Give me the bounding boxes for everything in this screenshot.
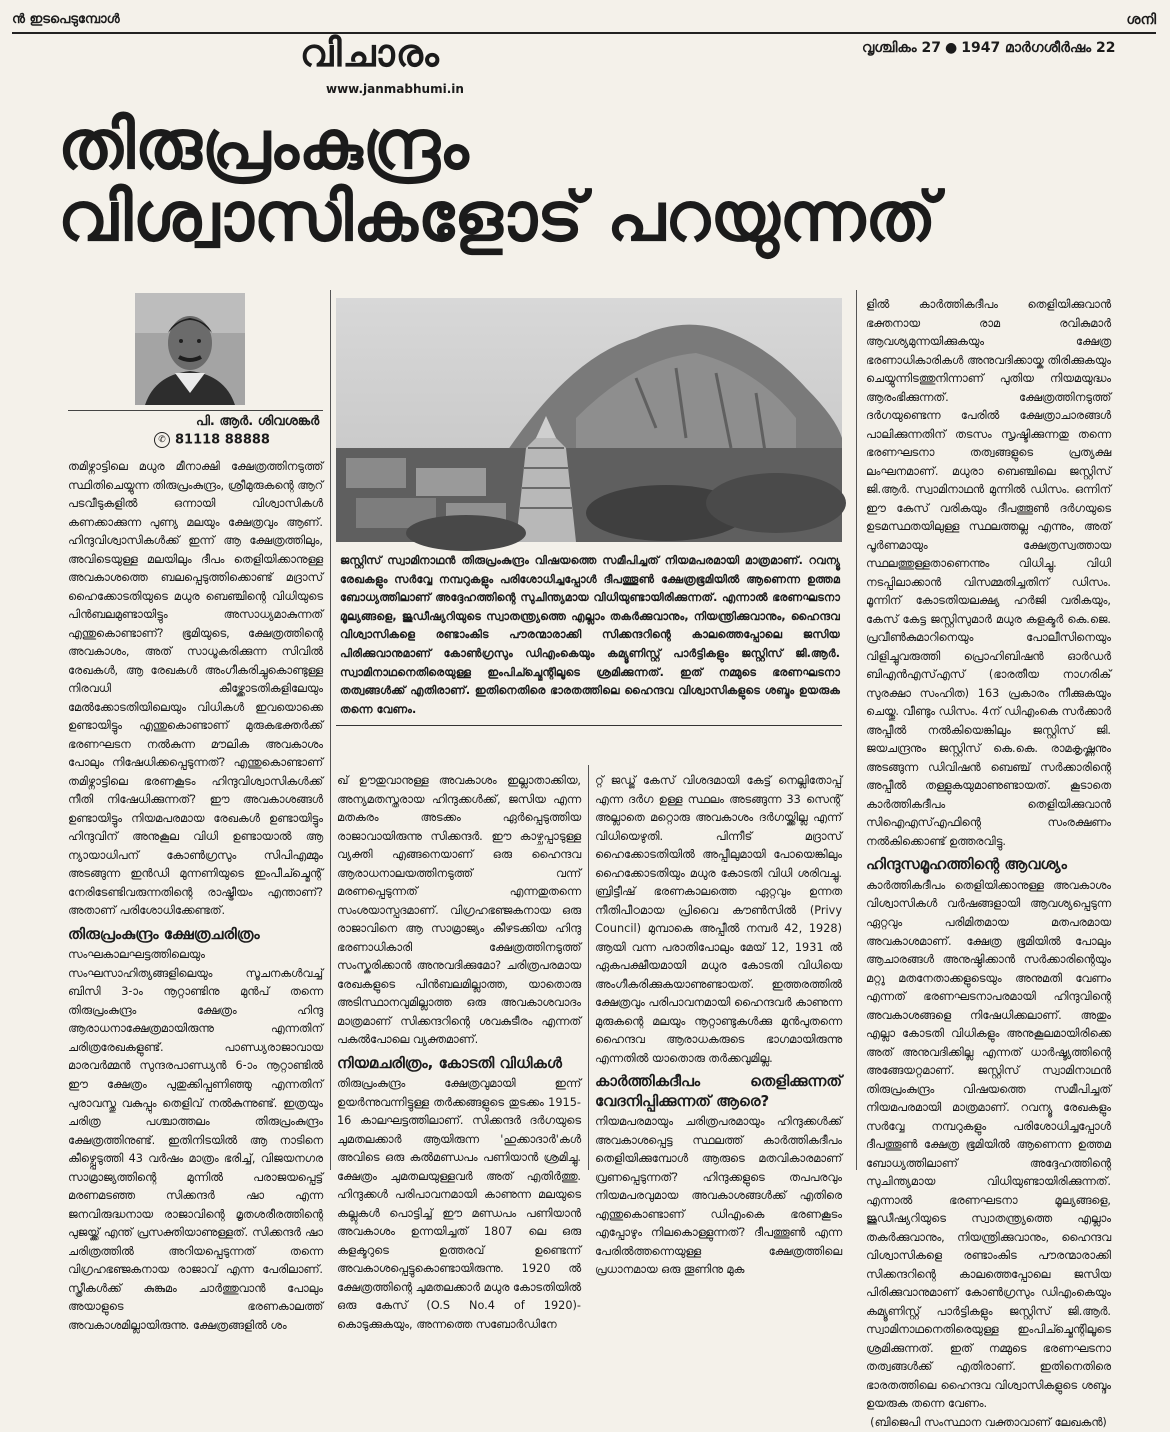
col2-body1: ഖ് ഊതുവാനുള്ള അവകാശം ഇല്ലാതാക്കിയ, അന്യമതസ്തരായ ഹിന്ദുക്കൾക്ക്, ജസിയ എന്ന മതകരം അടക്കം ഏർപ്പെടുത്തിയ രാജാവായിരുന്നു സിക്കന്ദർ. ഈ കാഴ്ചപ്പാടുള്ള വ്യക്തി എങ്ങനെയാണ് ഒരു ഹൈന്ദവ ആരാധനാലയത്തിനടുത്ത് വന്ന് മരണപ്പെടുന്നത് എന്നതുതന്നെ സംശയാസ്പദമാണ്. വിഗ്രഹഭഞ്ജകനായ ഒരു രാജാവിനെ ആ സാമ്രാജ്യം കീഴടക്കിയ ഹിന്ദു ഭരണാധികാരി ക്ഷേത്രത്തിനടുത്ത് സംസ്കരിക്കാൻ അനുവദിക്കുമോ? ചരിത്രപരമായ രേഖകളുടെ പിൻബലമില്ലാത്ത, യാതൊരു അടിസ്ഥാനവുമില്ലാത്ത ഒരു അവകാശവാദം മാത്രമാണ് സിക്കന്ദറിന്റെ ശവകുടീരം എന്നത് പകൽപോലെ വ്യക്തമാണ്.	[337, 774, 581, 1047]
col3-body1: റ്റ് ജഡ്ജ് കേസ് വിശദമായി കേട്ട് നെല്ലിതോപ്പ് എന്ന ദർഗ ഉള്ള സ്ഥലം അടങ്ങുന്ന 33 സെന്റ് അല്ലാതെ മറ്റൊരു അവകാശം ദർഗയ്ക്കില്ല എന്ന് വിധിയെഴുതി. പിന്നീട് മദ്രാസ് ഹൈക്കോടതിയിൽ അപ്പീലുമായി പോയെങ്കിലും ഹൈക്കോടതിയും മധുര കോടതി വിധി ശരിവച്ചു. ബ്രിട്ടീഷ് ഭരണകാലത്തെ ഏറ്റവും ഉന്നത നീതിപീഠമായ പ്രിവൈ കൗൺസിൽ (Privy Council) മുമ്പാകെ അപ്പീൽ നമ്പർ 42, 1928) ആയി വന്ന പരാതിപോലും മേയ് 12, 1931 ൽ ഏകപക്ഷീയമായി മധുര കോടതി വിധിയെ അംഗീകരിക്കുകയാണുണ്ടായത്. ഇത്തരത്തിൽ ക്ഷേത്രവും പരിപാവനമായി ഹൈന്ദവർ കാണുന്ന മുരുകന്റെ മലയും നൂറ്റാണ്ടുകൾക്കു മുൻപുതന്നെ ഹൈന്ദവ ആരാധകരുടെ ഭാഗമായിരുന്നു എന്നതിൽ യാതൊരു തർക്കവുമില്ല.	[595, 774, 842, 1065]
author-portrait-image	[135, 293, 245, 405]
author-phone	[154, 432, 270, 448]
date-saka: 1947 മാർഗശീർഷം 22	[961, 40, 1116, 56]
top-strip-left: ൻ ഇടപെടുമ്പോൾ	[12, 12, 120, 27]
column-rule-2	[588, 765, 589, 1170]
article-column-2	[337, 772, 581, 1334]
col1-subhead: തിരുപ്രംകുന്ദ്രം ക്ഷേത്രചരിത്രം	[68, 924, 260, 943]
author-phone-number: 81118 88888	[175, 432, 270, 448]
col4-byline-note: (ബിജെപി സംസ്ഥാന വക്താവാണ് ലേഖകൻ)	[870, 1415, 1107, 1429]
col3-body2: നിയമപരമായും ചരിത്രപരമായും ഹിന്ദുക്കൾക്ക് അവകാശപ്പെട്ട സ്ഥലത്ത് കാർത്തികദീപം തെളിയിക്കുമ്പോൾ ആരുടെ മതവികാരമാണ് വ്രണപ്പെടുന്നത്? ഹിന്ദുക്കളുടെ തപപരവും നിയമപരവുമായ അവകാശങ്ങൾക്ക് എതിരെ എന്തുകൊണ്ടാണ് ഡിഎംകെ ഭരണകൂടം എപ്പോഴും നിലകൊള്ളുന്നത്? ദീപത്തൂൺ എന്ന പേരിൽത്തന്നെയുള്ള ക്ഷേത്രത്തിലെ പ്രധാനമായ ഒരു തൂണിനു മുക	[595, 1115, 842, 1277]
col1-intro: തമിഴ്നാട്ടിലെ മധുര മീനാക്ഷി ക്ഷേത്രത്തിനടുത്ത് സ്ഥിതിചെയ്യുന്ന തിരുപ്രംകുന്ദ്രം, ശ്രീമുരുകന്റെ ആറ് പടവീടുകളിൽ ഒന്നായി വിശ്വാസികൾ കണക്കാക്കുന്ന പുണ്യ മലയും ക്ഷേത്രവും ആണ്. ഹിന്ദുവിശ്വാസികൾക്ക് ഇന്ന് ആ ക്ഷേത്രത്തിലും, അവിടെയുള്ള മലയിലും ദീപം തെളിയിക്കാനുള്ള അവകാശത്തെ ബലപ്പെടുത്തിക്കൊണ്ട് മദ്രാസ് ഹൈക്കോടതിയുടെ മധുര ബെഞ്ചിന്റെ വിധിയുടെ പിൻബലമുണ്ടായിട്ടും അസാധ്യമാകുന്നത് എന്തുകൊണ്ടാണ്? ഭൂമിയുടെ, ക്ഷേത്രത്തിന്റെ അവകാശം, അത് സാധൂകരിക്കുന്ന സിവിൽ രേഖകൾ, ആ രേഖകൾ അംഗീകരിച്ചുകൊണ്ടുള്ള നിരവധി കീഴ്ക്കോടതികളിലേയും മേൽക്കോടതിയിലെയും വിധികൾ ഇവയൊക്കെ ഉണ്ടായിട്ടും എന്തുകൊണ്ടാണ് മുരുകഭക്തർക്ക് ഭരണഘടന നൽകുന്ന മൗലിക അവകാശം പോലും നിഷേധിക്കപ്പെടുന്നത്? എന്തുകൊണ്ടാണ് തമിഴ്നാട്ടിലെ ഭരണകൂടം ഹിന്ദുവിശ്വാസികൾക്ക് നീതി നിഷേധിക്കുന്നത്? ഈ അവകാശങ്ങൾ ഉണ്ടായിട്ടും നിയമപരമായ രേഖകൾ ഉണ്ടായിട്ടും ഹിന്ദുവിന് അനുകൂല വിധി ഉണ്ടായാൽ ആ ന്യായാധിപന് കോൺഗ്രസും സിപിഎമ്മും അടങ്ങുന്ന ഇൻഡി മുന്നണിയുടെ ഇംപീച്ച്മെന്റ് നേരിടേണ്ടിവരുന്നതിന്റെ രാഷ്ട്രീയം എന്താണ്? അതാണ് പരിശോധിക്കേണ്ടത്.	[68, 460, 323, 918]
date-line	[862, 40, 1115, 56]
article-column-1	[68, 458, 323, 1335]
col2-subhead: നിയമചരിത്രം, കോടതി വിധികൾ	[337, 1053, 562, 1072]
column-rule-3	[856, 290, 857, 1170]
top-rule	[12, 32, 1156, 34]
headline-line-2: വിശ്വാസികളോട് പറയുന്നത്	[58, 178, 937, 258]
temple-hill-photo	[336, 298, 842, 542]
col4-body1: ളിൽ കാർത്തികദീപം തെളിയിക്കുവാൻ ഭക്തനായ രാമ രവികുമാർ ആവശ്യമുന്നയിക്കുകയും ക്ഷേത്ര ഭരണാധികാരികൾ അനുവദിക്കായ്ക തിരിക്കുകയും ചെയ്യുന്നിടത്തുനിന്നാണ് പുതിയ നിയമയുദ്ധം ആരംഭിക്കുന്നത്. ക്ഷേത്രത്തിനടുത്ത് ദർഗയുണ്ടെന്ന പേരിൽ ക്ഷേത്രാചാരങ്ങൾ പാലിക്കുന്നതിന് തടസം സൃഷ്ടിക്കുന്നതു തന്നെ ഭരണഘടനാ തത്വങ്ങളുടെ പ്രത്യക്ഷ ലംഘനമാണ്. മധുരാ ബെഞ്ചിലെ ജസ്റ്റിസ് ജി.ആർ. സ്വാമിനാഥൻ മുന്നിൽ ഡിസം. ഒന്നിന് ഈ കേസ് വരികയും ദീപത്തൂൺ ദർഗയുടെ ഉടമസ്ഥതയിലുള്ള സ്ഥലത്തല്ല എന്നും, അത് പൂർണമായും ക്ഷേത്രസ്വത്തായ സ്ഥലത്തുള്ളതാണെന്നും വിധിച്ചു. വിധി നടപ്പിലാക്കാൻ വിസമ്മതിച്ചതിന് ഡിസം. മൂന്നിന് കോടതിയലക്ഷ്യ ഹർജി വരികയും, കേസ് കേട്ട ജസ്റ്റിസുമാർ മധുര കളക്ടർ കെ.ജെ. പ്രവീൺകുമാറിനെയും പോലീസിനെയും വിളിച്ചുവരുത്തി പ്രൊഹിബിഷൻ ഓർഡർ ബിഎൻഎസ്എസ് (ഭാരതീയ നാഗരിക് സുരക്ഷാ സംഹിത) 163 പ്രകാരം നീക്കുകയും ചെയ്തു. വീണ്ടും ഡിസം. 4ന് ഡിഎംകെ സർക്കാർ അപ്പീൽ നൽകിയെങ്കിലും ജസ്റ്റിസ് ജി. ജയചന്ദ്രനും ജസ്റ്റിസ് കെ.കെ. രാമകൃഷ്ണനും അടങ്ങുന്ന ഡിവിഷൻ ബെഞ്ച് സർക്കാരിന്റെ അപ്പീൽ തള്ളുകയുമാണുണ്ടായത്. കൂടാതെ കാർത്തികദീപം തെളിയിക്കുവാൻ സിഐഎസ്എഫിന്റെ സംരക്ഷണം നൽകിക്കൊണ്ട് ഉത്തരവിട്ടു.	[866, 298, 1111, 848]
website-url: www.janmabhumi.in	[326, 82, 464, 96]
date-malayalam: വൃശ്ചികം 27	[862, 40, 941, 56]
photo-caption-pullquote: ജസ്റ്റിസ് സ്വാമിനാഥൻ തിരുപ്രംകുന്ദ്രം വിഷയത്തെ സമീപിച്ചത് നിയമപരമായി മാത്രമാണ്. റവന്യൂ രേഖകളും സർവ്വേ നമ്പറുകളും പരിശോധിച്ചപ്പോൾ ദീപത്തൂൺ ക്ഷേത്രഭൂമിയിൽ ആണെന്ന ഉത്തമ ബോധ്യത്തിലാണ് അദ്ദേഹത്തിന്റെ സുചിന്ത്യമായ വിധിയുണ്ടായിരിക്കുന്നത്. എന്നാൽ ഭരണഘടനാ മൂല്യങ്ങളെ, ജുഡീഷ്യറിയുടെ സ്വാതന്ത്ര്യത്തെ എല്ലാം തകർക്കുവാനും, നിയന്ത്രിക്കുവാനും, ഹൈന്ദവ വിശ്വാസികളെ രണ്ടാംകിട പൗരന്മാരാക്കി സിക്കന്ദറിന്റെ കാലത്തെപ്പോലെ ജസിയ പിരിക്കുവാനുമാണ് കോൺഗ്രസും ഡിഎംകെയും കമ്യൂണിസ്റ്റ് പാർട്ടികളും ജസ്റ്റിസ് ജി.ആർ. സ്വാമിനാഥനെതിരെയുള്ള ഇംപിച്ച്മെന്റിലൂടെ ശ്രമിക്കുന്നത്. ഇത് നമ്മുടെ ഭരണഘടനാ തത്വങ്ങൾക്ക് എതിരാണ്. ഇതിനെതിരെ ഭാരതത്തിലെ ഹൈന്ദവ വിശ്വാസികളുടെ ശബ്ദം ഉയരുക തന്നെ വേണം.	[340, 554, 840, 716]
col4-subhead: ഹിന്ദുസമൂഹത്തിന്റെ ആവശ്യം	[866, 855, 1067, 874]
author-photo	[135, 293, 245, 405]
caption-divider	[336, 725, 842, 726]
top-strip-right: ശനി	[1126, 12, 1156, 28]
column-rule-1	[330, 290, 331, 1170]
col1-body: സംഘകാലഘട്ടത്തിലെയും സംഘസാഹിത്യങ്ങളിലെയും സൂചനകൾവച്ച് ബിസി 3-ാം നൂറ്റാണ്ടിനു മുൻപ് തന്നെ തിരുപ്രംകുന്ദ്രം ക്ഷേത്രം ഹിന്ദു ആരാധനാക്ഷേത്രമായിരുന്നു എന്നതിന് ചരിത്രരേഖകളുണ്ട്. പാണ്ഡ്യരാജാവായ മാരവർമ്മൻ സുന്ദരപാണ്ഡ്യൻ 6-ാം നൂറ്റാണ്ടിൽ ഈ ക്ഷേത്രം പുതുക്കിപ്പണിഞ്ഞു എന്നതിന് പുരാവസ്തു വകുപ്പും തെളിവ് നൽകുന്നുണ്ട്. ഇത്രയും ചരിത്ര പശ്ചാത്തലം തിരുപ്രംകുന്ദ്രം ക്ഷേത്രത്തിനുണ്ട്. ഇതിനിടയിൽ ആ നാടിനെ കീഴ്പ്പെടുത്തി 43 വർഷം മാത്രം ഭരിച്ച്, വിജയനഗര സാമ്രാജ്യത്തിന്റെ മുന്നിൽ പരാജയപ്പെട്ട് മരണമടഞ്ഞ സിക്കന്ദർ ഷാ എന്ന ജനവിരുദ്ധനായ രാജാവിന്റെ മൃതശരീരത്തിന്റെ പുജയ്ക്ക് എന്ത് പ്രസക്തിയാണുള്ളത്. സിക്കന്ദർ ഷാ ചരിത്രത്തിൽ അറിയപ്പെടുന്നത് തന്നെ വിഗ്രഹഭഞ്ജകനായ രാജാവ് എന്ന പേരിലാണ്. സ്ത്രീകൾക്ക് കുങ്കുമം ചാർത്തുവാൻ പോലും അയാളുടെ ഭരണകാലത്ത് അവകാശമില്ലായിരുന്നു. ക്ഷേത്രങ്ങളിൽ ശം	[68, 948, 323, 1332]
article-column-3	[595, 772, 842, 1280]
author-name: പി. ആർ. ശിവശങ്കർ	[196, 414, 320, 429]
section-masthead: വിചാരം	[300, 30, 440, 75]
temple-hill-image	[336, 298, 842, 542]
col3-subhead: കാർത്തികദീപം തെളിക്കുന്നത് വേദനിപ്പിക്കുന്നത് ആരെ?	[595, 1072, 842, 1110]
phone-icon: ✆	[154, 432, 170, 448]
article-column-4	[866, 296, 1111, 1432]
headline-line-1: തിരുപ്രംകുന്ദ്രം	[58, 106, 469, 185]
col2-body2: തിരുപ്രംകുന്ദ്രം ക്ഷേത്രവുമായി ഇന്ന് ഉയർന്നുവന്നിട്ടുള്ള തർക്കങ്ങളുടെ തുടക്കം 1915-16 കാലഘട്ടത്തിലാണ്. സിക്കന്ദർ ദർഗയുടെ ചുമതലക്കാർ ആയിരുന്ന 'ഹുക്കാദാർ'കൾ അവിടെ ഒരു കൽമണ്ഡപം പണിയാൻ ശ്രമിച്ചു. ക്ഷേത്രം ചുമതലയുള്ളവർ അത് എതിർത്തു. ഹിന്ദുക്കൾ പരിപാവനമായി കാണുന്ന മലയുടെ കല്ലുകൾ പൊട്ടിച്ച് ഈ മണ്ഡപം പണിയാൻ അവകാശം ഉന്നയിച്ചത് 1807 ലെ ഒരു കളക്ടറുടെ ഉത്തരവ് ഉണ്ടെന്ന് അവകാശപ്പെട്ടുകൊണ്ടായിരുന്നു. 1920 ൽ ക്ഷേത്രത്തിന്റെ ചുമതലക്കാർ മധുര കോടതിയിൽ ഒരു കേസ് (O.S No.4 of 1920)- കൊടുക്കുകയും, അന്നത്തെ സബോർഡിനേ	[337, 1077, 581, 1331]
article-headline	[58, 106, 1128, 258]
col4-body2: കാർത്തികദീപം തെളിയിക്കാനുള്ള അവകാശം വിശ്വാസികൾ വർഷങ്ങളായി ആവശ്യപ്പെടുന്ന ഏറ്റവും പരിമിതമായ മതപരമായ അവകാശമാണ്. ക്ഷേത്ര ഭൂമിയിൽ പോലും ആചാരങ്ങൾ അനുഷ്ഠിക്കാൻ സർക്കാരിന്റെയും മറ്റു മതനേതാക്കളുടെയും അനുമതി വേണം എന്നത് ഭരണഘടനാപരമായി ഹിന്ദുവിന്റെ അവകാശങ്ങളെ നിഷേധിക്കലാണ്. അതും എല്ലാ കോടതി വിധികളും അനുകൂലമായിരിക്കെ അത് അനുവദിക്കില്ല എന്നത് ധാർഷ്ട്യത്തിന്റെ അങ്ങേയറ്റമാണ്. ജസ്റ്റിസ് സ്വാമിനാഥൻ തിരുപ്രംകുന്ദ്രം വിഷയത്തെ സമീപിച്ചത് നിയമപരമായി മാത്രമാണ്. റവന്യൂ രേഖകളും സർവ്വേ നമ്പറുകളും പരിശോധിച്ചപ്പോൾ ദീപത്തൂൺ ക്ഷേത്ര ഭൂമിയിൽ ആണെന്ന ഉത്തമ ബോധ്യത്തിലാണ് അദ്ദേഹത്തിന്റെ സുചിന്ത്യമായ വിധിയുണ്ടായിരിക്കുന്നത്. എന്നാൽ ഭരണഘടനാ മൂല്യങ്ങളെ, ജുഡീഷ്യറിയുടെ സ്വാതന്ത്ര്യത്തെ എല്ലാം തകർക്കുവാനും, നിയന്ത്രിക്കുവാനും, ഹൈന്ദവ വിശ്വാസികളെ രണ്ടാംകിട പൗരന്മാരാക്കി സിക്കന്ദറിന്റെ കാലത്തെപ്പോലെ ജസിയ പിരിക്കുവാനുമാണ് കോൺഗ്രസും ഡിഎംകെയും കമ്യൂണിസ്റ്റ് പാർട്ടികളും ജസ്റ്റിസ് ജി.ആർ. സ്വാമിനാഥനെതിരെയുള്ള ഇംപിച്ച്മെന്റിലൂടെ ശ്രമിക്കുന്നത്. ഇത് നമ്മുടെ ഭരണഘടനാ തത്വങ്ങൾക്ക് എതിരാണ്. ഇതിനെതിരെ ഭാരതത്തിലെ ഹൈന്ദവ വിശ്വാസികളുടെ ശബ്ദം ഉയരുക തന്നെ വേണം.	[866, 878, 1111, 1411]
author-divider	[68, 410, 323, 411]
date-separator-dot: ●	[945, 40, 958, 56]
